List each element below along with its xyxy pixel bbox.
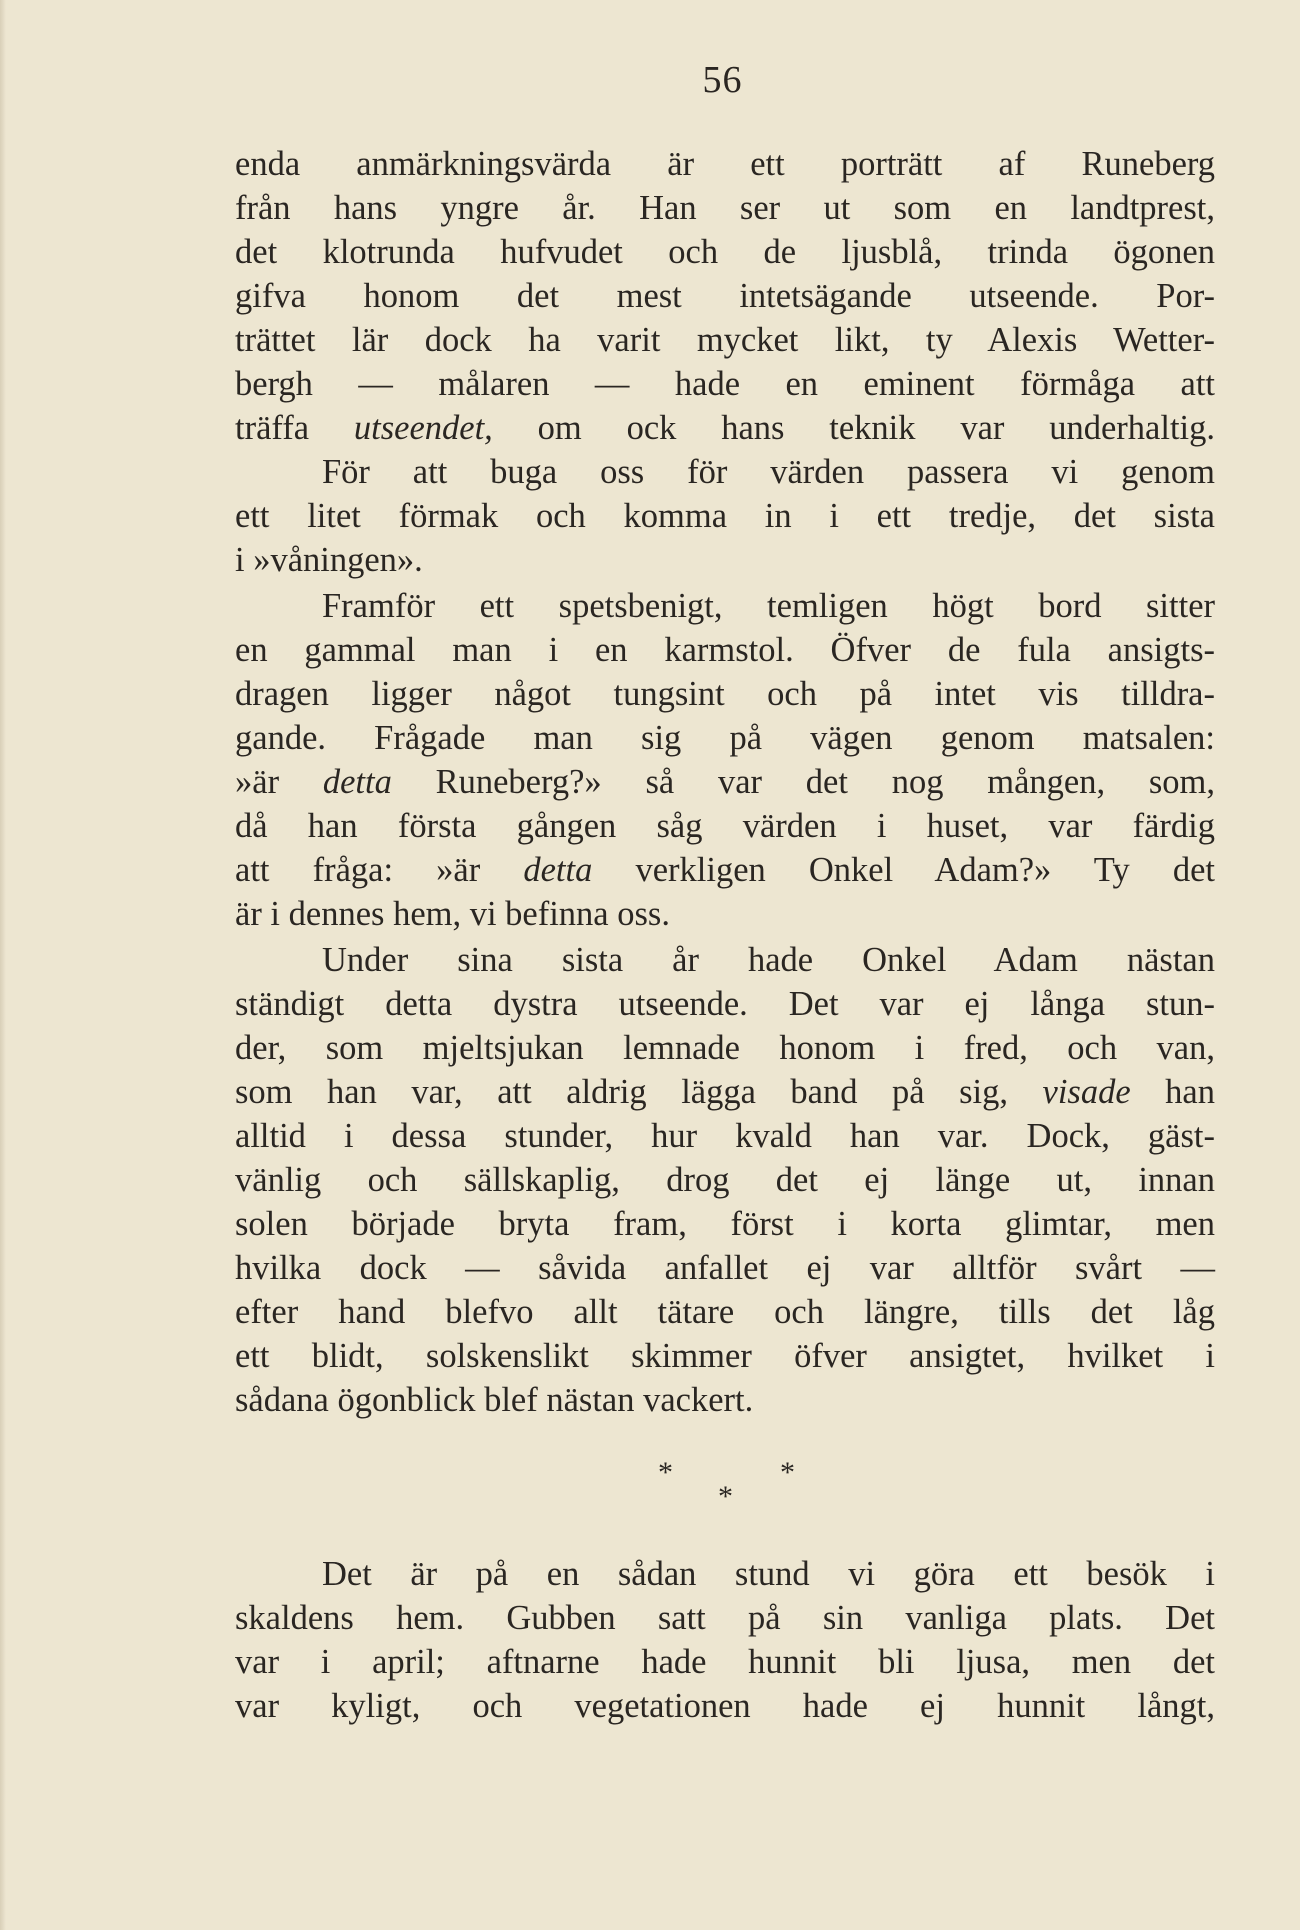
italic-word: detta bbox=[322, 763, 392, 801]
text-line: hvilka dock — såvida anfallet ej var alltför svårt — bbox=[235, 1249, 1215, 1287]
text-line: dragen ligger något tungsint och på intet vis tilldra- bbox=[235, 675, 1215, 713]
italic-word: utseendet, bbox=[353, 409, 493, 447]
text-line: ständigt detta dystra utseende. Det var ej långa stun- bbox=[235, 985, 1215, 1023]
page-edge-shadow bbox=[0, 0, 6, 1930]
text-line: var i april; aftnarne hade hunnit bli ljusa, men det bbox=[235, 1643, 1215, 1681]
text-line: »är detta Runeberg?» så var det nog mången, som, bbox=[235, 763, 1215, 801]
text-line: gifva honom det mest intetsägande utseende. Por- bbox=[235, 277, 1215, 315]
text-line: alltid i dessa stunder, hur kvald han var. Dock, gäst- bbox=[235, 1117, 1215, 1155]
italic-word: detta bbox=[523, 851, 593, 889]
text-line: solen började bryta fram, först i korta glimtar, men bbox=[235, 1205, 1215, 1243]
text-line: gande. Frågade man sig på vägen genom matsalen: bbox=[235, 719, 1215, 757]
text-line: trättet lär dock ha varit mycket likt, ty Alexis Wetter- bbox=[235, 321, 1215, 359]
text-line: För att buga oss för värden passera vi genom bbox=[322, 453, 1215, 491]
separator-asterisk: * bbox=[780, 1456, 795, 1489]
text-line: Framför ett spetsbenigt, temligen högt bord sitter bbox=[322, 587, 1215, 625]
text-line: skaldens hem. Gubben satt på sin vanliga plats. Det bbox=[235, 1599, 1215, 1637]
text-line: bergh — målaren — hade en eminent förmåga att bbox=[235, 365, 1215, 403]
text-line: är i dennes hem, vi befinna oss. bbox=[235, 895, 670, 933]
separator-asterisk: * bbox=[718, 1480, 733, 1513]
text-line: vänlig och sällskaplig, drog det ej länge ut, innan bbox=[235, 1161, 1215, 1199]
italic-word: visade bbox=[1042, 1073, 1131, 1111]
text-line: från hans yngre år. Han ser ut som en landtprest, bbox=[235, 189, 1215, 227]
text-line: enda anmärkningsvärda är ett porträtt af Runeberg bbox=[235, 145, 1215, 183]
text-line: sådana ögonblick blef nästan vackert. bbox=[235, 1381, 754, 1419]
text-line: der, som mjeltsjukan lemnade honom i fred, och van, bbox=[235, 1029, 1215, 1067]
text-line: Under sina sista år hade Onkel Adam nästan bbox=[322, 941, 1215, 979]
text-line: då han första gången såg värden i huset, var färdig bbox=[235, 807, 1215, 845]
page-number: 56 bbox=[702, 59, 743, 101]
text-line: Det är på en sådan stund vi göra ett besök i bbox=[322, 1555, 1215, 1593]
text-line: en gammal man i en karmstol. Öfver de fula ansigts- bbox=[235, 631, 1215, 669]
text-line: efter hand blefvo allt tätare och längre, tills det låg bbox=[235, 1293, 1215, 1331]
text-line: var kyligt, och vegetationen hade ej hunnit långt, bbox=[235, 1687, 1215, 1725]
text-line: träffa utseendet, om ock hans teknik var underhaltig. bbox=[235, 409, 1215, 447]
text-line: det klotrunda hufvudet och de ljusblå, trinda ögonen bbox=[235, 233, 1215, 271]
text-line: som han var, att aldrig lägga band på sig, visade han bbox=[235, 1073, 1215, 1111]
text-line: att fråga: »är detta verkligen Onkel Adam?» Ty det bbox=[235, 851, 1215, 889]
text-line: ett litet förmak och komma in i ett tredje, det sista bbox=[235, 497, 1215, 535]
separator-asterisk: * bbox=[658, 1456, 673, 1489]
text-line: i »våningen». bbox=[235, 541, 423, 579]
text-line: ett blidt, solskenslikt skimmer öfver ansigtet, hvilket i bbox=[235, 1337, 1215, 1375]
